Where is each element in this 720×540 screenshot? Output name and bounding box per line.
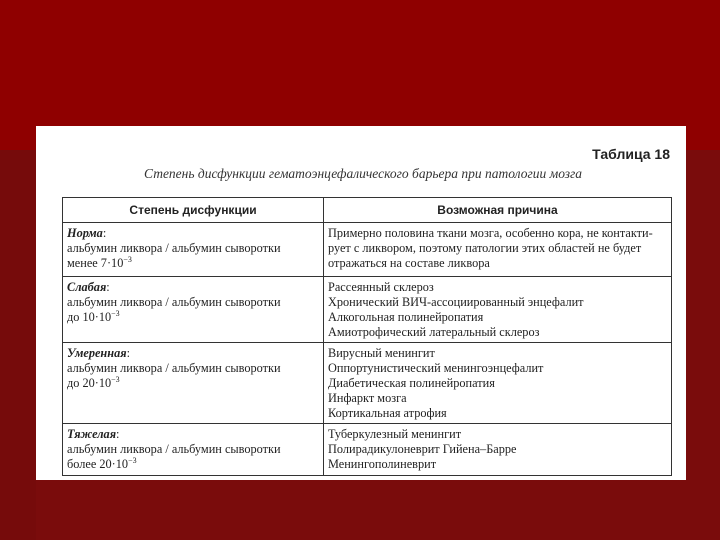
- cause-item: Полирадикулоневрит Гийена–Барре: [328, 442, 517, 456]
- cause-item: Алкогольная полинейропатия: [328, 310, 484, 324]
- degree-limit: до 20·10: [67, 376, 112, 390]
- header-degree: Степень дисфункции: [63, 198, 324, 223]
- limit-exponent: −3: [111, 374, 120, 384]
- degree-cell: [63, 424, 324, 476]
- albumin-ratio: альбумин ликвора / альбумин сыворотки: [67, 442, 281, 456]
- limit-exponent: −3: [111, 308, 120, 318]
- cause-item: Вирусный менингит: [328, 346, 435, 360]
- cause-cell: [324, 424, 672, 476]
- cause-item: Туберкулезный менингит: [328, 427, 462, 441]
- cause-item: Примерно половина ткани мозга, особенно кора, не контакти-: [328, 226, 653, 240]
- degree-name-line: Тяжелая:: [67, 427, 120, 441]
- degree-limit-line: [67, 256, 319, 271]
- degree-limit-line: [67, 457, 319, 472]
- albumin-ratio: альбумин ликвора / альбумин сыворотки: [67, 361, 281, 375]
- degree-limit-line: [67, 310, 319, 325]
- cause-item: рует с ликвором, поэтому патологии этих областей не будет: [328, 241, 642, 255]
- cause-item: Амиотрофический латеральный склероз: [328, 325, 540, 339]
- limit-exponent: −3: [128, 455, 137, 465]
- degree-limit-line: [67, 376, 319, 391]
- table-row: [63, 277, 672, 343]
- cause-item: Рассеянный склероз: [328, 280, 434, 294]
- degree-cell: [63, 343, 324, 424]
- cause-item: Инфаркт мозга: [328, 391, 407, 405]
- table-row: [63, 343, 672, 424]
- degree-name: Тяжелая: [67, 427, 117, 441]
- background-left-band: [0, 150, 36, 540]
- table-page: [36, 126, 686, 480]
- degree-limit: менее 7·10: [67, 256, 124, 270]
- table-row: [63, 223, 672, 277]
- degree-name-line: Умеренная:: [67, 346, 130, 360]
- degree-name-line: Слабая:: [67, 280, 110, 294]
- cause-cell: [324, 223, 672, 277]
- cause-item: Менингополиневрит: [328, 457, 437, 471]
- albumin-ratio: альбумин ликвора / альбумин сыворотки: [67, 241, 281, 255]
- cause-item: Хронический ВИЧ-ассоциированный энцефалит: [328, 295, 584, 309]
- albumin-ratio: альбумин ликвора / альбумин сыворотки: [67, 295, 281, 309]
- degree-name-line: Норма:: [67, 226, 107, 240]
- dysfunction-table: [62, 197, 672, 476]
- degree-cell: [63, 277, 324, 343]
- degree-cell: [63, 223, 324, 277]
- degree-name: Норма: [67, 226, 103, 240]
- degree-name: Слабая: [67, 280, 107, 294]
- degree-limit: более 20·10: [67, 457, 129, 471]
- cause-item: Кортикальная атрофия: [328, 406, 447, 420]
- cause-item: Оппортунистический менингоэнцефалит: [328, 361, 544, 375]
- cause-item: Диабетическая полинейропатия: [328, 376, 495, 390]
- table-header-row: [63, 198, 672, 223]
- degree-name: Умеренная: [67, 346, 127, 360]
- limit-exponent: −3: [123, 254, 132, 264]
- cause-cell: [324, 277, 672, 343]
- degree-limit: до 10·10: [67, 310, 112, 324]
- table-caption: Степень дисфункции гематоэнцефалического барьера при патологии мозга: [144, 166, 583, 181]
- cause-cell: [324, 343, 672, 424]
- header-cause: Возможная причина: [324, 198, 672, 223]
- table-row: [63, 424, 672, 476]
- table-number: Таблица 18: [592, 146, 670, 162]
- cause-item: отражаться на составе ликвора: [328, 256, 490, 270]
